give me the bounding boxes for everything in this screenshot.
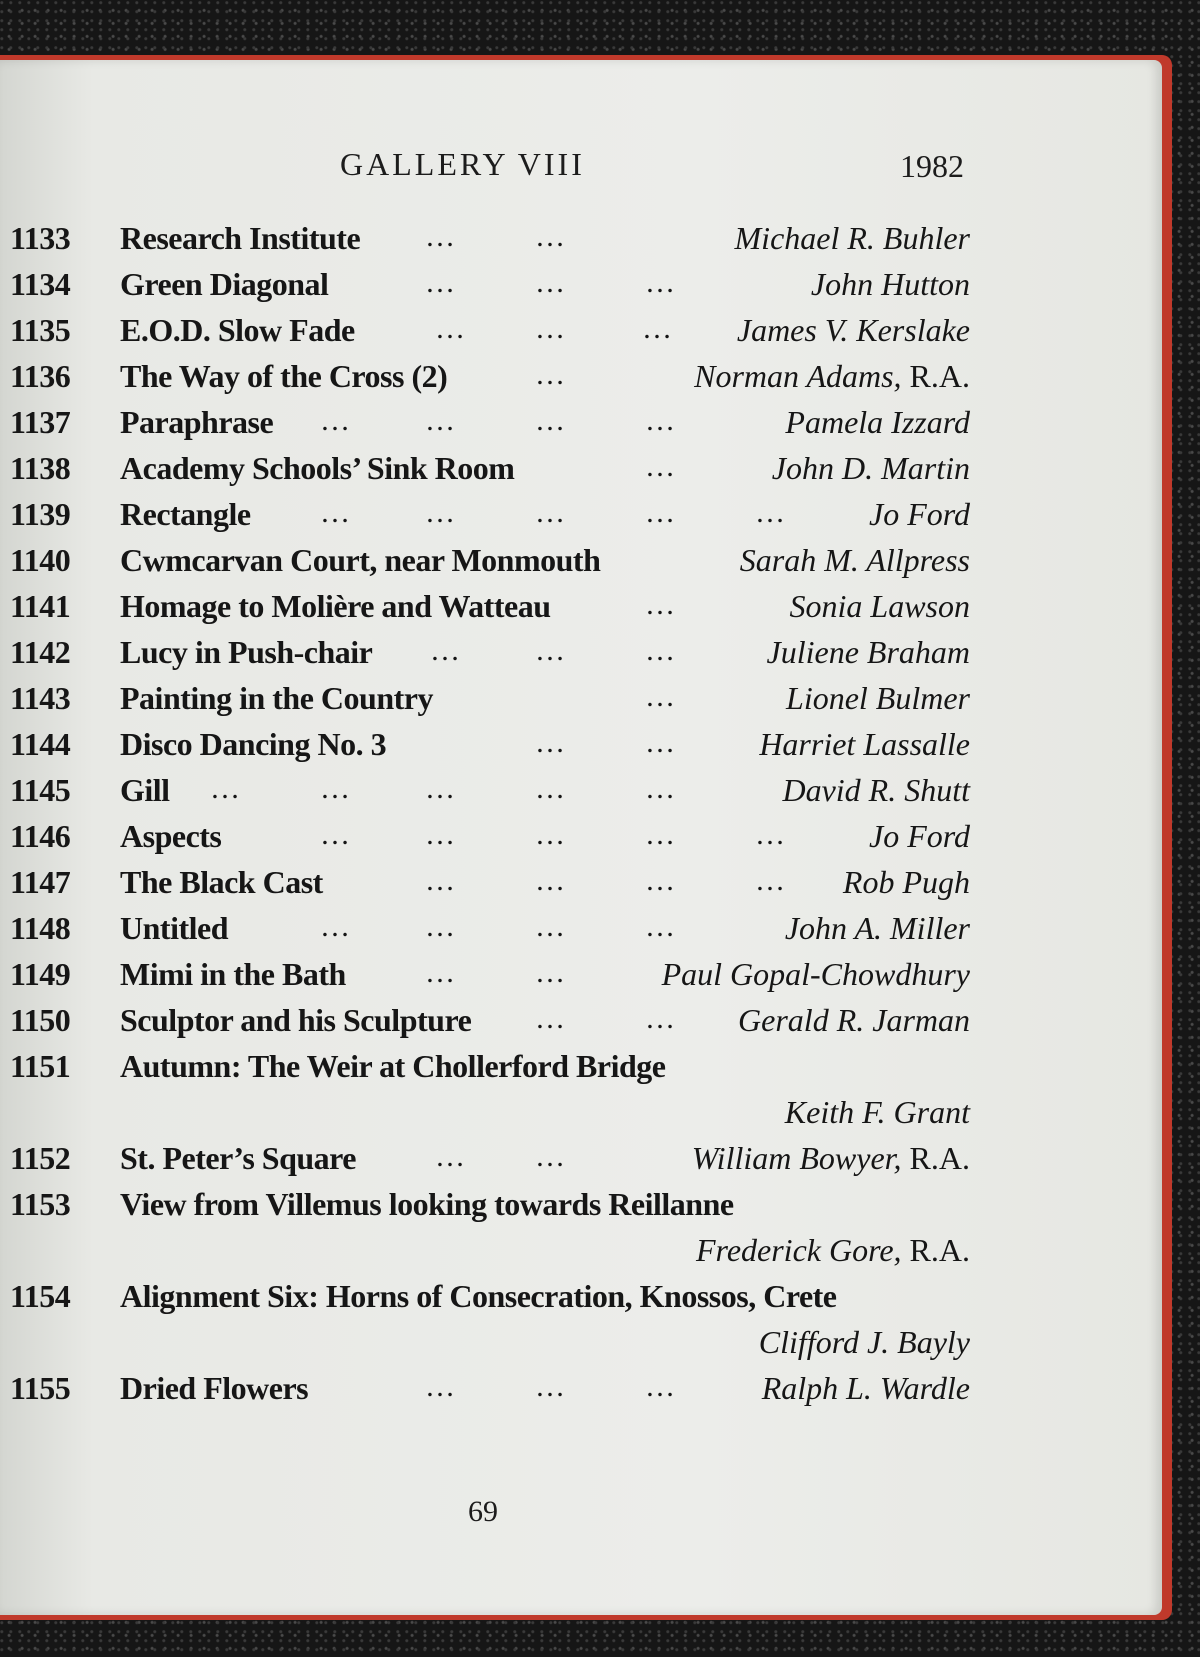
leader-dots: … xyxy=(535,358,567,391)
entry-title: Mimi in the Bath xyxy=(120,956,346,992)
entry-row xyxy=(0,542,1000,588)
entry-row xyxy=(0,910,1000,956)
leader-dots: … xyxy=(535,312,567,345)
leader-dots: … xyxy=(645,588,677,621)
entry-artist: David R. Shutt xyxy=(782,772,970,808)
artist-name: Norman Adams, xyxy=(694,358,902,394)
leader-dots: … xyxy=(435,312,467,345)
entry-row xyxy=(0,772,1000,818)
entry-number: 1133 xyxy=(10,220,71,256)
leader-dots: … xyxy=(645,450,677,483)
leader-dots: … xyxy=(645,496,677,529)
entry-number: 1137 xyxy=(10,404,71,440)
entry-artist: Michael R. Buhler xyxy=(734,220,970,256)
year-heading: 1982 xyxy=(900,148,964,184)
leader-dots: … xyxy=(645,772,677,805)
entry-row-continuation xyxy=(0,1324,1000,1370)
leader-dots: … xyxy=(425,1370,457,1403)
leader-dots: … xyxy=(425,404,457,437)
leader-dots: … xyxy=(320,496,352,529)
leader-dots: … xyxy=(320,404,352,437)
entry-row xyxy=(0,1370,1000,1416)
entry-artist: Jo Ford xyxy=(868,496,970,532)
leader-dots: … xyxy=(320,772,352,805)
leader-dots: … xyxy=(425,772,457,805)
leader-dots: … xyxy=(320,910,352,943)
entry-title: The Way of the Cross (2) xyxy=(120,358,448,394)
entry-artist: John Hutton xyxy=(810,266,970,302)
leader-dots: … xyxy=(535,910,567,943)
entry-row xyxy=(0,266,1000,312)
entry-artist: Sonia Lawson xyxy=(789,588,970,624)
entry-artist: John A. Miller xyxy=(784,910,970,946)
leader-dots: … xyxy=(645,634,677,667)
entry-artist: Lionel Bulmer xyxy=(786,680,970,716)
page-number: 69 xyxy=(468,1495,498,1528)
entry-row xyxy=(0,312,1000,358)
entry-row xyxy=(0,358,1000,404)
entry-title: E.O.D. Slow Fade xyxy=(120,312,355,348)
leader-dots: … xyxy=(535,956,567,989)
entry-artist: Sarah M. Allpress xyxy=(739,542,970,578)
entry-number: 1139 xyxy=(10,496,71,532)
entry-number: 1154 xyxy=(10,1278,71,1314)
entry-number: 1138 xyxy=(10,450,71,486)
entry-number: 1142 xyxy=(10,634,71,670)
leader-dots: … xyxy=(642,312,674,345)
entry-number: 1150 xyxy=(10,1002,71,1038)
entry-row xyxy=(0,220,1000,266)
leader-dots: … xyxy=(320,818,352,851)
entry-row-continuation xyxy=(0,1232,1000,1278)
leader-dots: … xyxy=(535,634,567,667)
artist-name: Frederick Gore, xyxy=(696,1232,902,1268)
entry-row xyxy=(0,864,1000,910)
entry-title: Cwmcarvan Court, near Monmouth xyxy=(120,542,601,578)
leader-dots: … xyxy=(425,220,457,253)
leader-dots: … xyxy=(535,772,567,805)
leader-dots: … xyxy=(535,726,567,759)
entry-number: 1145 xyxy=(10,772,71,808)
entry-number: 1146 xyxy=(10,818,71,854)
entry-title: Green Diagonal xyxy=(120,266,329,302)
artist-suffix: R.A. xyxy=(909,1232,970,1268)
leader-dots: … xyxy=(535,818,567,851)
leader-dots: … xyxy=(645,1370,677,1403)
entry-number: 1140 xyxy=(10,542,71,578)
entry-artist: Gerald R. Jarman xyxy=(738,1002,970,1038)
entry-title: Homage to Molière and Watteau xyxy=(120,588,551,624)
entry-title: The Black Cast xyxy=(120,864,323,900)
entry-number: 1151 xyxy=(10,1048,71,1084)
entry-title: Painting in the Country xyxy=(120,680,433,716)
entry-artist: Pamela Izzard xyxy=(785,404,970,440)
entry-row xyxy=(0,1278,1000,1324)
entry-row xyxy=(0,588,1000,634)
entry-artist: Harriet Lassalle xyxy=(759,726,970,762)
entry-number: 1147 xyxy=(10,864,71,900)
entry-title: Disco Dancing No. 3 xyxy=(120,726,387,762)
entry-row xyxy=(0,1140,1000,1186)
entry-row xyxy=(0,496,1000,542)
entry-title: Aspects xyxy=(120,818,222,854)
leader-dots: … xyxy=(645,864,677,897)
leader-dots: … xyxy=(425,266,457,299)
leader-dots: … xyxy=(425,818,457,851)
gallery-heading: GALLERY VIII xyxy=(340,146,585,182)
entry-title: Gill xyxy=(120,772,170,808)
entry-artist: Clifford J. Bayly xyxy=(758,1324,970,1360)
leader-dots: … xyxy=(425,956,457,989)
leader-dots: … xyxy=(535,496,567,529)
entry-artist: Juliene Braham xyxy=(766,634,970,670)
leader-dots: … xyxy=(645,1002,677,1035)
leader-dots: … xyxy=(645,910,677,943)
leader-dots: … xyxy=(535,1002,567,1035)
leader-dots: … xyxy=(535,404,567,437)
entry-row xyxy=(0,1002,1000,1048)
entry-number: 1136 xyxy=(10,358,71,394)
entry-number: 1153 xyxy=(10,1186,71,1222)
entry-title: St. Peter’s Square xyxy=(120,1140,356,1176)
entry-row xyxy=(0,1048,1000,1094)
entry-number: 1134 xyxy=(10,266,71,302)
leader-dots: … xyxy=(645,818,677,851)
entry-row xyxy=(0,956,1000,1002)
entry-row xyxy=(0,450,1000,496)
entry-artist xyxy=(696,1232,970,1269)
entry-title: View from Villemus looking towards Reillanne xyxy=(120,1186,734,1222)
leader-dots: … xyxy=(435,1140,467,1173)
artist-name: William Bowyer, xyxy=(691,1140,902,1176)
entry-number: 1144 xyxy=(10,726,71,762)
entry-row xyxy=(0,680,1000,726)
leader-dots: … xyxy=(755,864,787,897)
entry-title: Paraphrase xyxy=(120,404,274,440)
leader-dots: … xyxy=(645,680,677,713)
leader-dots: … xyxy=(535,1370,567,1403)
leader-dots: … xyxy=(425,910,457,943)
leader-dots: … xyxy=(535,1140,567,1173)
leader-dots: … xyxy=(210,772,242,805)
entry-row-continuation xyxy=(0,1094,1000,1140)
entry-number: 1148 xyxy=(10,910,71,946)
leader-dots: … xyxy=(430,634,462,667)
entry-title: Research Institute xyxy=(120,220,361,256)
entry-artist: John D. Martin xyxy=(771,450,970,486)
entry-artist: Paul Gopal-Chowdhury xyxy=(661,956,970,992)
entry-row xyxy=(0,404,1000,450)
entry-number: 1141 xyxy=(10,588,71,624)
entry-title: Lucy in Push-chair xyxy=(120,634,373,670)
leader-dots: … xyxy=(535,220,567,253)
entry-row xyxy=(0,818,1000,864)
leader-dots: … xyxy=(755,496,787,529)
entry-number: 1155 xyxy=(10,1370,71,1406)
leader-dots: … xyxy=(425,864,457,897)
leader-dots: … xyxy=(645,266,677,299)
entry-number: 1135 xyxy=(10,312,71,348)
entry-title: Untitled xyxy=(120,910,228,946)
leader-dots: … xyxy=(645,404,677,437)
entry-number: 1149 xyxy=(10,956,71,992)
entry-artist: Rob Pugh xyxy=(842,864,970,900)
entry-title: Sculptor and his Sculpture xyxy=(120,1002,472,1038)
leader-dots: … xyxy=(425,496,457,529)
entry-number: 1143 xyxy=(10,680,71,716)
entry-artist: Keith F. Grant xyxy=(784,1094,970,1130)
leader-dots: … xyxy=(535,266,567,299)
entry-row xyxy=(0,1186,1000,1232)
artist-suffix: R.A. xyxy=(909,358,970,394)
leader-dots: … xyxy=(535,864,567,897)
entry-title: Autumn: The Weir at Chollerford Bridge xyxy=(120,1048,666,1084)
entry-title: Academy Schools’ Sink Room xyxy=(120,450,515,486)
leader-dots: … xyxy=(755,818,787,851)
entry-row xyxy=(0,634,1000,680)
entry-artist: Jo Ford xyxy=(868,818,970,854)
entry-title: Rectangle xyxy=(120,496,251,532)
entry-artist xyxy=(694,358,970,395)
entry-artist xyxy=(692,1140,970,1177)
artist-suffix: R.A. xyxy=(909,1140,970,1176)
entry-row xyxy=(0,726,1000,772)
entry-artist: James V. Kerslake xyxy=(736,312,970,348)
entry-title: Dried Flowers xyxy=(120,1370,309,1406)
leader-dots: … xyxy=(645,726,677,759)
entry-title: Alignment Six: Horns of Consecration, Knossos, Crete xyxy=(120,1278,837,1314)
entry-artist: Ralph L. Wardle xyxy=(761,1370,970,1406)
entry-number: 1152 xyxy=(10,1140,71,1176)
